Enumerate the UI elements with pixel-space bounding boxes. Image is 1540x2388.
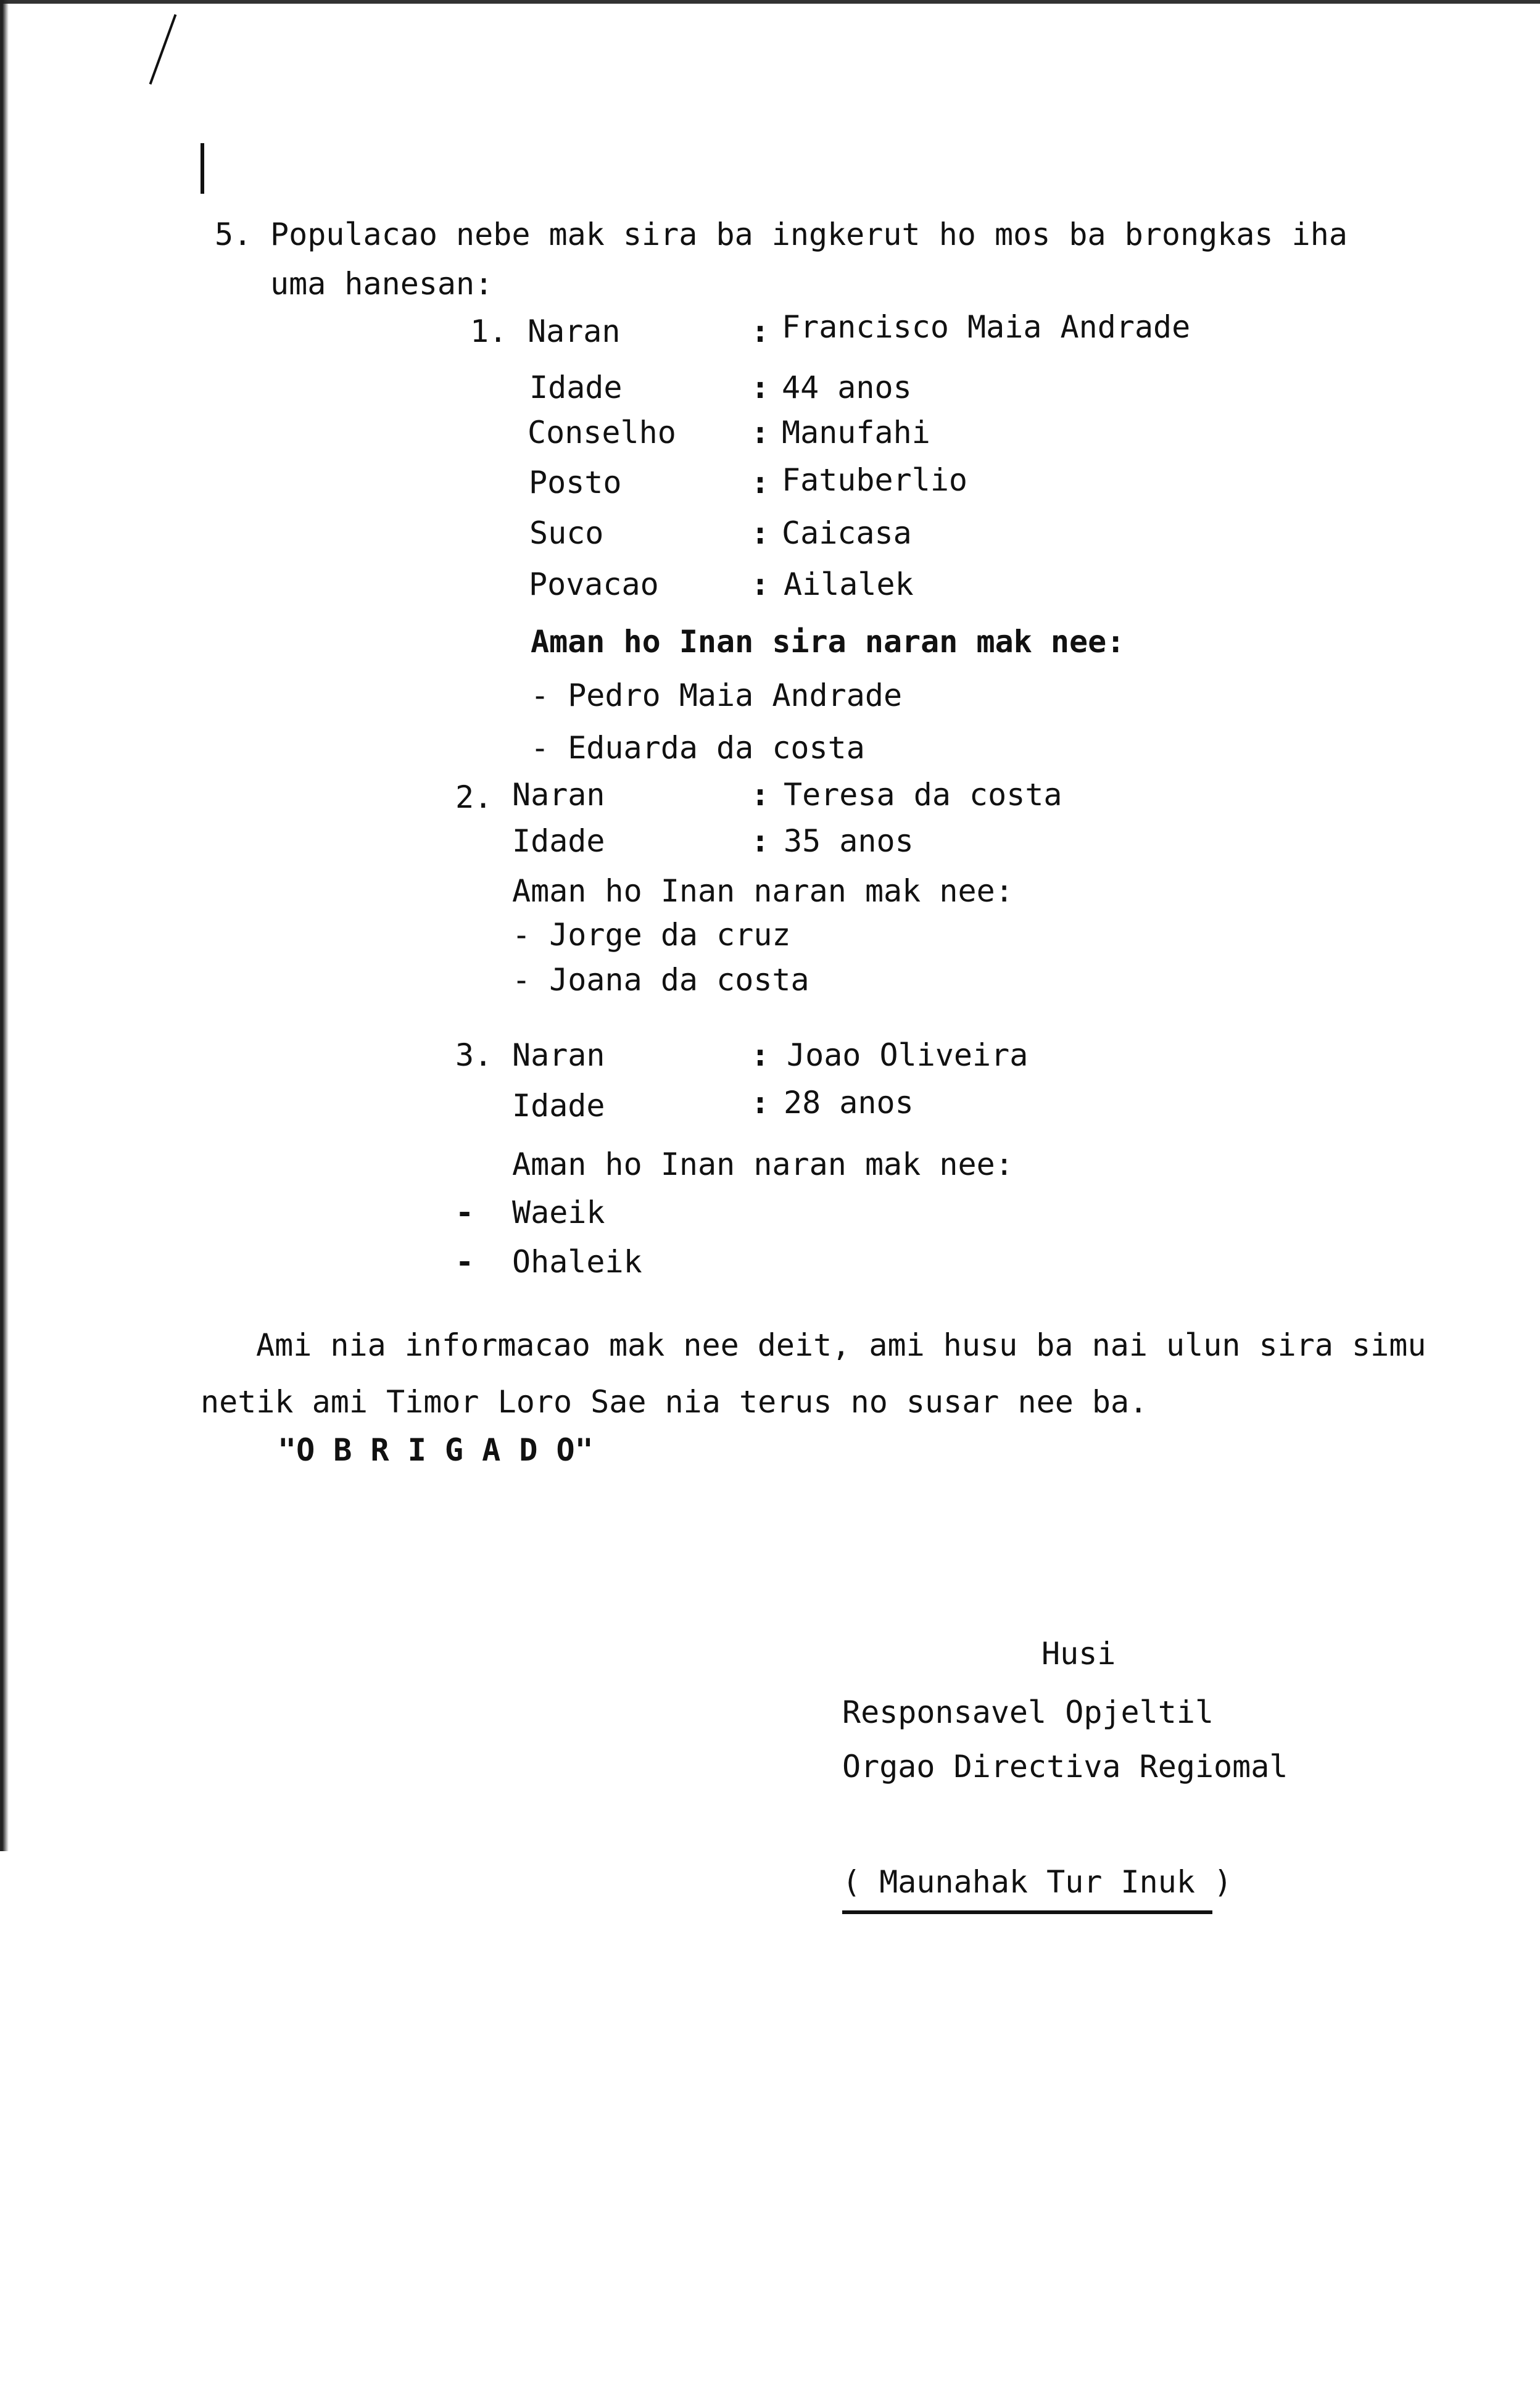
parent-name: - Pedro Maia Andrade xyxy=(531,678,903,713)
parent-name: - Joana da costa xyxy=(512,962,809,998)
parents-heading: Aman ho Inan naran mak nee: xyxy=(512,1146,1014,1182)
person-number: 3. xyxy=(455,1037,493,1073)
field-label: Naran xyxy=(512,777,605,813)
field-colon: : xyxy=(751,465,770,500)
closing-line2: netik ami Timor Loro Sae nia terus no susar nee ba. xyxy=(201,1384,1148,1420)
parent-name: - Jorge da cruz xyxy=(512,917,791,953)
list-dash: - xyxy=(455,1195,474,1230)
closing-line1: Ami nia informacao mak nee deit, ami husu ba nai ulun sira simu xyxy=(256,1327,1426,1363)
field-value: 44 anos xyxy=(782,370,912,405)
field-value: 28 anos xyxy=(784,1085,914,1121)
field-value: Fatuberlio xyxy=(782,462,968,498)
margin-mark xyxy=(201,143,204,194)
field-label: Suco xyxy=(529,515,604,551)
field-colon: : xyxy=(751,370,770,405)
field-label: Naran xyxy=(512,1037,605,1073)
field-colon: : xyxy=(751,313,770,349)
sign-title1: Responsavel Opjeltil xyxy=(842,1694,1214,1730)
field-value: Francisco Maia Andrade xyxy=(782,309,1191,345)
sign-from: Husi xyxy=(1041,1636,1116,1672)
parents-heading: Aman ho Inan sira naran mak nee: xyxy=(531,624,1125,660)
list-dash: - xyxy=(455,1244,474,1280)
corner-stroke xyxy=(149,14,177,85)
field-colon: : xyxy=(751,1037,770,1073)
field-label: Conselho xyxy=(528,415,676,450)
top-border xyxy=(0,0,1540,4)
field-value: Teresa da costa xyxy=(784,777,1062,813)
parent-name: - Eduarda da costa xyxy=(531,730,865,766)
field-colon: : xyxy=(751,823,770,859)
page-edge-shadow xyxy=(0,0,9,1851)
section-number: 5. xyxy=(215,217,252,252)
person-number: 2. xyxy=(455,779,493,815)
section-intro-line2: uma hanesan: xyxy=(270,266,494,302)
parent-name: Ohaleik xyxy=(512,1244,642,1280)
field-colon: : xyxy=(751,515,770,551)
field-colon: : xyxy=(751,566,770,602)
field-value: Caicasa xyxy=(782,515,912,551)
field-value: Ailalek xyxy=(784,566,914,602)
parent-name: Waeik xyxy=(512,1195,605,1230)
field-label: Naran xyxy=(528,313,621,349)
parents-heading: Aman ho Inan naran mak nee: xyxy=(512,873,1014,909)
field-colon: : xyxy=(751,1085,770,1121)
field-value: Joao Oliveira xyxy=(787,1037,1029,1073)
sign-title2: Orgao Directiva Regiomal xyxy=(842,1749,1288,1785)
field-value: Manufahi xyxy=(782,415,930,450)
field-label: Idade xyxy=(512,823,605,859)
field-label: Idade xyxy=(512,1088,605,1124)
signatory-name: ( Maunahak Tur Inuk ) xyxy=(842,1864,1233,1900)
field-label: Posto xyxy=(529,465,622,500)
person-number: 1. xyxy=(470,313,508,349)
signature-underline xyxy=(842,1910,1212,1914)
section-intro-line1: Populacao nebe mak sira ba ingkerut ho mos ba brongkas iha xyxy=(270,217,1348,252)
field-label: Povacao xyxy=(529,566,659,602)
field-colon: : xyxy=(751,777,770,813)
field-label: Idade xyxy=(529,370,623,405)
thanks-text: "O B R I G A D O" xyxy=(278,1432,594,1468)
field-colon: : xyxy=(751,415,770,450)
field-value: 35 anos xyxy=(784,823,914,859)
